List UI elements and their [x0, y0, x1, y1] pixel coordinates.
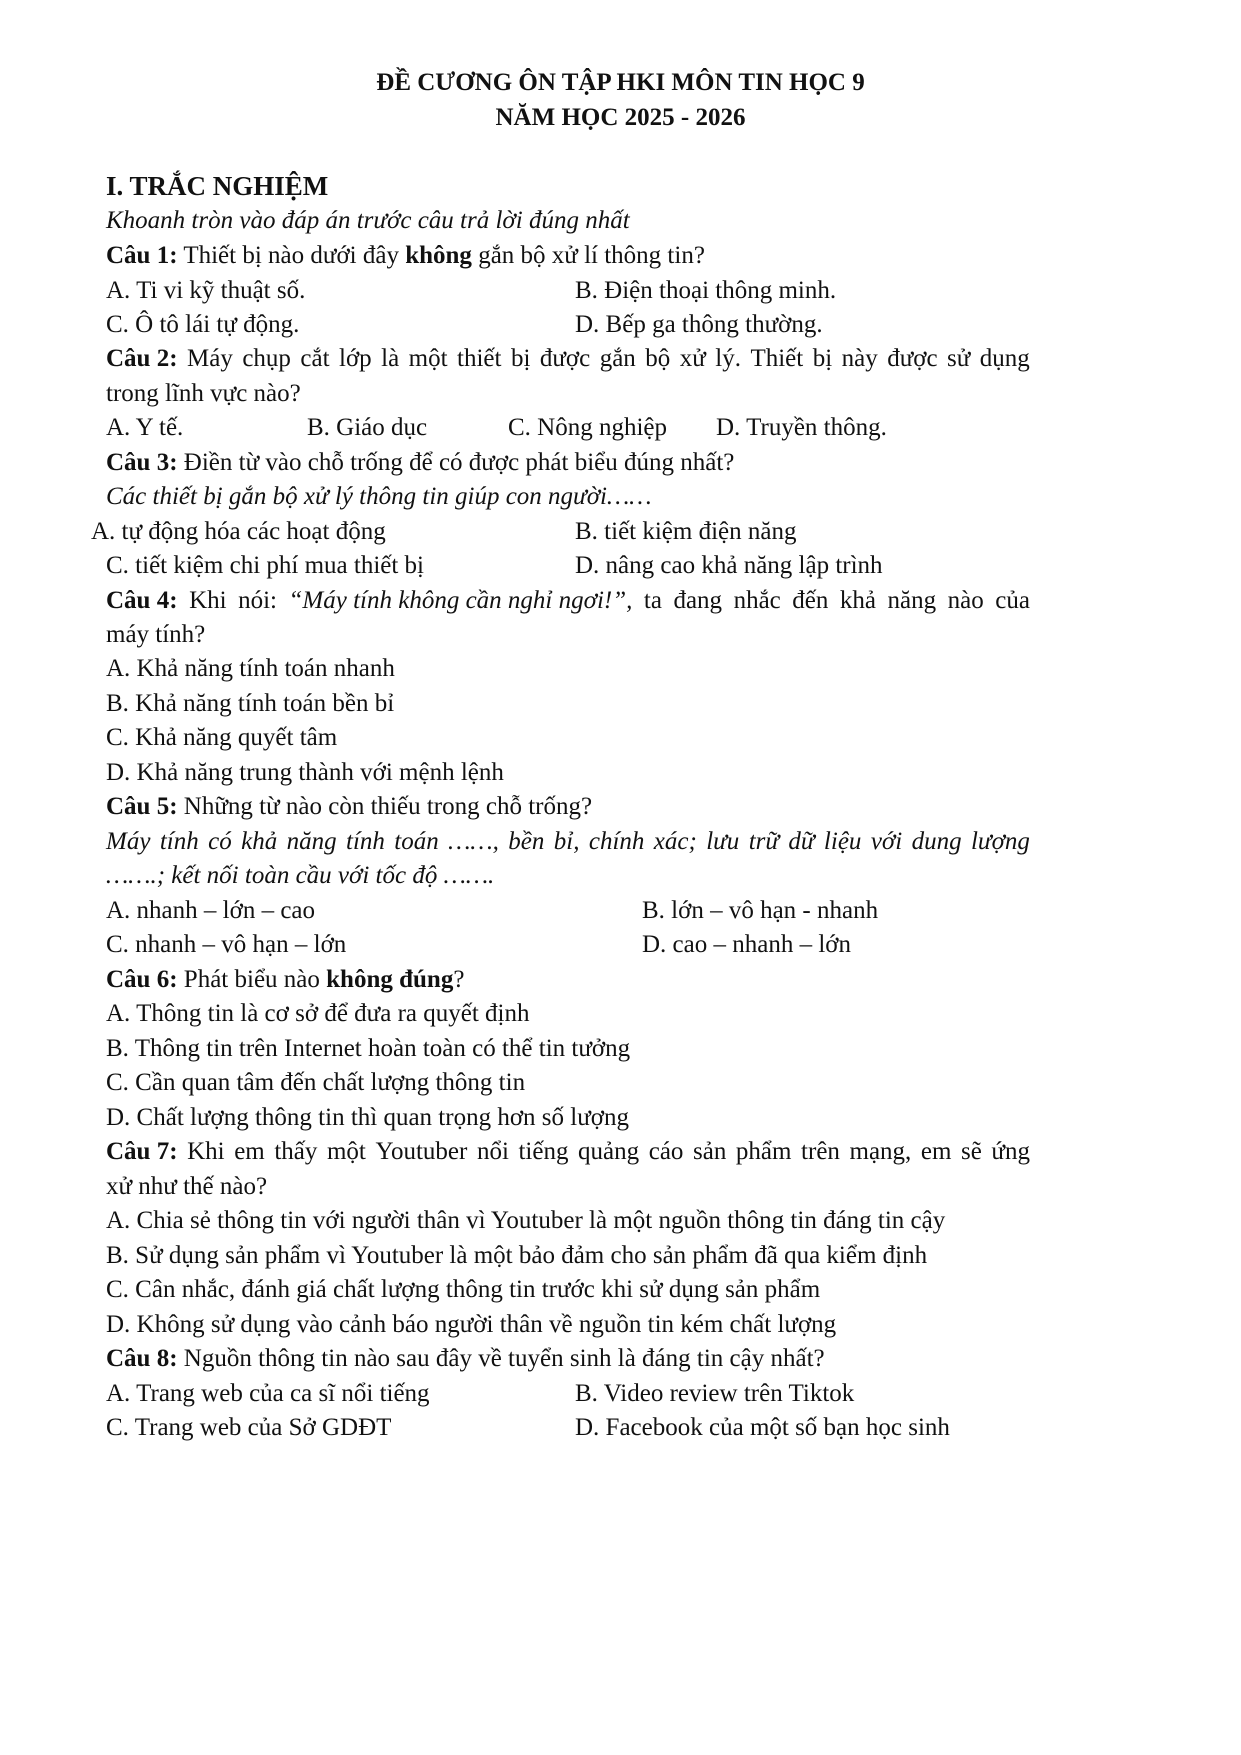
question-3-stem: Các thiết bị gắn bộ xử lý thông tin giúp con người…… — [106, 483, 652, 510]
document-title: ĐỀ CƯƠNG ÔN TẬP HKI MÔN TIN HỌC 9 — [376, 69, 865, 96]
q4-option-d: D. Khả năng trung thành với mệnh lệnh — [106, 759, 504, 786]
question-2-continued: trong lĩnh vực nào? — [106, 380, 301, 407]
q8-option-a: A. Trang web của ca sĩ nổi tiếng — [106, 1380, 430, 1407]
q7-option-a: A. Chia sẻ thông tin với người thân vì Youtuber là một nguồn thông tin đáng tin cậy — [106, 1207, 946, 1234]
q8-option-c: C. Trang web của Sở GDĐT — [106, 1414, 392, 1441]
q4-option-c: C. Khả năng quyết tâm — [106, 724, 338, 751]
question-5-label: Câu 5: — [106, 793, 178, 820]
q6-option-b: B. Thông tin trên Internet hoàn toàn có thể tin tưởng — [106, 1035, 631, 1062]
question-5: Câu 5: Những từ nào còn thiếu trong chỗ trống? — [106, 793, 593, 820]
question-7: Câu 7: Khi em thấy một Youtuber nổi tiếng quảng cáo sản phẩm trên mạng, em sẽ ứng — [106, 1138, 1030, 1165]
q4-option-b: B. Khả năng tính toán bền bỉ — [106, 690, 395, 717]
q2-option-a: A. Y tế. — [106, 414, 184, 441]
question-4: Câu 4: Khi nói: “Máy tính không cần nghỉ ngơi!”, ta đang nhắc đến khả năng nào của — [106, 587, 1030, 614]
question-7-continued: xử như thế nào? — [106, 1173, 268, 1200]
q2-option-b: B. Giáo dục — [307, 414, 428, 441]
question-5-stem: Máy tính có khả năng tính toán ……, bền bỉ, chính xác; lưu trữ dữ liệu với dung lượng — [106, 828, 1030, 855]
question-1: Câu 1: Thiết bị nào dưới đây không gắn bộ xử lí thông tin? — [106, 242, 705, 269]
q2-option-c: C. Nông nghiệp — [508, 414, 668, 441]
q6-option-a: A. Thông tin là cơ sở để đưa ra quyết định — [106, 1000, 530, 1027]
question-8-label: Câu 8: — [106, 1345, 178, 1372]
question-2-label: Câu 2: — [106, 345, 178, 372]
q2-option-d: D. Truyền thông. — [716, 414, 887, 441]
question-2: Câu 2: Máy chụp cắt lớp là một thiết bị được gắn bộ xử lý. Thiết bị này được sử dụng — [106, 345, 1030, 372]
q1-option-a: A. Ti vi kỹ thuật số. — [106, 277, 306, 304]
question-6-label: Câu 6: — [106, 966, 178, 993]
q3-option-d: D. nâng cao khả năng lập trình — [575, 552, 883, 579]
q7-option-d: D. Không sử dụng vào cảnh báo người thân về nguồn tin kém chất lượng — [106, 1311, 837, 1338]
q6-option-d: D. Chất lượng thông tin thì quan trọng hơn số lượng — [106, 1104, 629, 1131]
question-5-stem-continued: …….; kết nối toàn cầu với tốc độ ……. — [106, 862, 495, 889]
q5-option-a: A. nhanh – lớn – cao — [106, 897, 316, 924]
q1-option-c: C. Ô tô lái tự động. — [106, 311, 300, 338]
question-4-continued: máy tính? — [106, 621, 206, 648]
q4-option-a: A. Khả năng tính toán nhanh — [106, 655, 395, 682]
q6-option-c: C. Cần quan tâm đến chất lượng thông tin — [106, 1069, 526, 1096]
q8-option-b: B. Video review trên Tiktok — [575, 1380, 855, 1407]
question-3-label: Câu 3: — [106, 449, 178, 476]
question-3: Câu 3: Điền từ vào chỗ trống để có được phát biểu đúng nhất? — [106, 449, 735, 476]
question-8: Câu 8: Nguồn thông tin nào sau đây về tuyển sinh là đáng tin cậy nhất? — [106, 1345, 825, 1372]
question-4-label: Câu 4: — [106, 587, 178, 614]
q5-option-d: D. cao – nhanh – lớn — [642, 931, 852, 958]
q3-option-a: A. tự động hóa các hoạt động — [91, 518, 386, 545]
q3-option-b: B. tiết kiệm điện năng — [575, 518, 797, 545]
q3-option-c: C. tiết kiệm chi phí mua thiết bị — [106, 552, 425, 579]
q7-option-b: B. Sử dụng sản phẩm vì Youtuber là một bảo đảm cho sản phẩm đã qua kiểm định — [106, 1242, 928, 1269]
section-instruction: Khoanh tròn vào đáp án trước câu trả lời đúng nhất — [106, 207, 630, 234]
q1-option-b: B. Điện thoại thông minh. — [575, 277, 837, 304]
q7-option-c: C. Cân nhắc, đánh giá chất lượng thông tin trước khi sử dụng sản phẩm — [106, 1276, 821, 1303]
section-heading: I. TRẮC NGHIỆM — [106, 171, 329, 201]
q1-option-d: D. Bếp ga thông thường. — [575, 311, 823, 338]
q5-option-b: B. lớn – vô hạn - nhanh — [642, 897, 879, 924]
question-1-label: Câu 1: — [106, 242, 178, 269]
question-6: Câu 6: Phát biểu nào không đúng? — [106, 966, 465, 993]
question-7-label: Câu 7: — [106, 1138, 178, 1165]
school-year-title: NĂM HỌC 2025 - 2026 — [495, 104, 746, 131]
q8-option-d: D. Facebook của một số bạn học sinh — [575, 1414, 950, 1441]
q5-option-c: C. nhanh – vô hạn – lớn — [106, 931, 347, 958]
